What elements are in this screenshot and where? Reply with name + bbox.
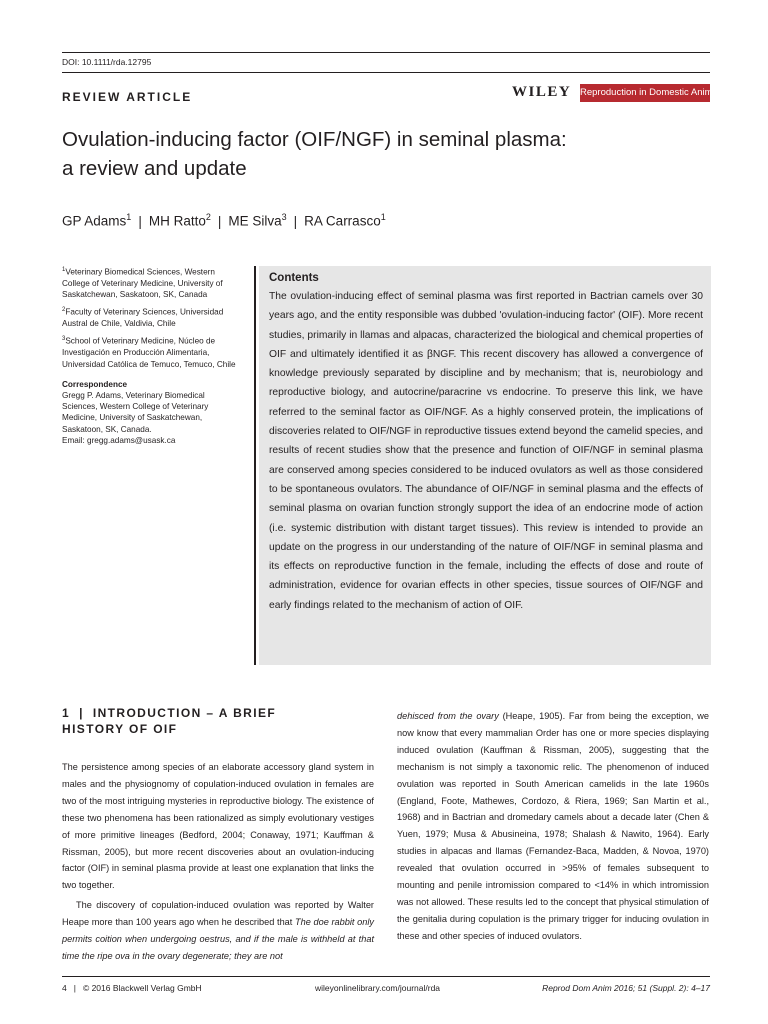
paragraph-text: (Heape, 1905). Far from being the exception, we now know that every mammalian Order has one or more species displaying induced ovulation (Kauffman & Rissman, 2005), suggesting that the mechanism is not simply a taxonomic relic. The phenomenon of induced ovulation was reported in South American camelids in the late 1960s (England, Foote, Mathewes, Cordozo, & Riera, 1969; San Martin et al., 1968) and in Bactrian and dromedary camels about a decade later (Chen & Yuen, 1979; Musa & Abusineina, 1978; Shalash & Nawito, 1964). Early studies in alpacas and llamas (Fernandez-Baca, Madden, & Novoa, 1970) revealed that ovulation occurred in >95% of females subsequent to mounting and penile intromission compared to <14% in which intromission was not allowed. These results led to the concept that physical stimulation of the genitalia during copulation is the primary trigger for inducing ovulation in these and other species of induced ovulators. — [397, 711, 709, 941]
affiliations-sidebar — [62, 265, 242, 446]
abstract-text: The ovulation-inducing effect of seminal plasma was first reported in Bactrian camels over 30 years ago, and the entity responsible was dubbed 'ovulation-inducing factor' (OIF). More recent studies, primarily in llamas and alpacas, characterized the biological and chemical properties of OIF and ultimately identified it as βNGF. This recent discovery has allowed a convergence of knowledge previously separated by discipline and by mechanism; that is, neurobiology and reproductive biology, and autocrine/paracrine vs endocrine. To preserve this link, we have referred to the seminal factor as OIF/NGF. As a highly conserved protein, the implications of discoveries related to OIF/NGF in reproductive tissues extend beyond the camelid species, and results of recent studies show that the presence and function of OIF/NGF in seminal plasma are conserved among species considered to be induced ovulators as well as those considered to be spontaneous ovulators. The abundance of OIF/NGF in seminal plasma and the effects of seminal plasma on ovarian function strongly support the idea of an endocrine mode of action (i.e. systemic distribution with distant target tissues). This review is intended to provide an update on the progress in our understanding of the nature of OIF/NGF in seminal plasma and its effects on reproductive function in the female, including the effects of dose and route of administration, evidence for ovarian effects in other species, tissue sources of OIF/NGF and early findings related to the mechanism of action of OIF. — [269, 291, 703, 611]
copyright: © 2016 Blackwell Verlag GmbH — [82, 983, 202, 993]
paragraph — [397, 708, 709, 945]
publisher-logo: WILEY — [512, 84, 572, 100]
author-name: GP Adams — [62, 213, 127, 229]
paragraph — [62, 897, 374, 965]
affiliation-text: Faculty of Veterinary Sciences, Universidad Austral de Chile, Valdivia, Chile — [62, 308, 224, 329]
author-separator: | — [293, 213, 298, 229]
doi: DOI: 10.1111/rda.12795 — [62, 57, 152, 67]
journal-url[interactable]: wileyonlinelibrary.com/journal/rda — [315, 983, 441, 993]
heape-quote-end: dehisced from the ovary — [397, 711, 499, 721]
author-affiliation-mark: 3 — [281, 212, 287, 222]
author-affiliation-mark: 1 — [126, 212, 132, 222]
heape-quote: The doe rabbit only permits coition when undergoing oestrus, and if the male is withheld at that time the ripe ova in the ovary degenerate; they are not — [62, 917, 374, 961]
section-title-line-2: HISTORY OF OIF — [62, 722, 178, 736]
correspondence-email[interactable]: Email: gregg.adams@usask.ca — [62, 435, 176, 445]
affiliation-mark: 1 — [62, 267, 66, 273]
section-heading — [62, 705, 374, 737]
body-column-left — [62, 705, 374, 965]
abstract-box — [259, 266, 711, 665]
author-name: ME Silva — [228, 213, 282, 229]
article-type: REVIEW ARTICLE — [62, 90, 193, 104]
affiliation — [62, 305, 242, 329]
author-name: MH Ratto — [148, 213, 206, 229]
citation: Reprod Dom Anim 2016; 51 (Suppl. 2): 4–17 — [542, 983, 710, 993]
page-number: 4 — [62, 983, 67, 993]
affiliation — [62, 265, 242, 300]
affiliation-mark: 2 — [62, 307, 66, 314]
author-separator: | — [217, 213, 222, 229]
author-affiliation-mark: 1 — [380, 212, 386, 222]
affiliation — [62, 334, 242, 369]
author-affiliation-mark: 2 — [205, 212, 211, 222]
section-number: 1 — [62, 706, 71, 720]
top-rule — [62, 52, 710, 53]
affiliation-text: School of Veterinary Medicine, Núcleo de Investigación en Producción Alimentaria, Universidad Católica de Temuco, Temuco, Chile — [62, 337, 236, 369]
author-separator: | — [138, 213, 142, 229]
footer-separator: | — [73, 983, 76, 993]
affiliation-text: Veterinary Biomedical Sciences, Western College of Veterinary Medicine, University of Saskatchewan, Saskatoon, SK, Canada — [62, 267, 223, 300]
doi-rule — [62, 72, 710, 73]
title-line-1: Ovulation-inducing factor (OIF/NGF) in seminal plasma: — [62, 128, 567, 151]
journal-badge: Reproduction in Domestic Animals — [580, 84, 710, 102]
paragraph: The persistence among species of an elaborate accessory gland system in males and the physiognomy of copulation-induced ovulation in females are two of the most intriguing mysteries in reproductive biology. The existence of these two phenomena has been rationalized as simply evolutionary vestiges of more primitive lineages (Bedford, 2004; Conaway, 1971; Kauffman & Rissman, 2005), but more recent discoveries about an ovulation-inducing factor (OIF) in seminal plasma provide at least one explanation that links the two together. — [62, 762, 374, 891]
body-column-right — [397, 708, 709, 945]
section-separator: | — [79, 706, 84, 720]
correspondence-text: Gregg P. Adams, Veterinary Biomedical Sciences, Western College of Veterinary Medicine, University of Saskatchewan, Saskatoon, SK, Canada. — [62, 391, 209, 434]
section-title-line-1: INTRODUCTION – A BRIEF — [92, 706, 277, 720]
author-list — [62, 212, 386, 229]
footer-rule — [62, 976, 710, 977]
correspondence-heading: Correspondence — [62, 379, 128, 389]
abstract-heading: Contents — [269, 272, 319, 284]
footer-page — [62, 983, 202, 993]
article-title — [62, 125, 712, 183]
abstract-accent-bar — [254, 266, 256, 665]
affiliation-mark: 3 — [62, 336, 66, 343]
title-line-2: a review and update — [62, 157, 247, 180]
author-name: RA Carrasco — [304, 213, 381, 229]
paragraph-text: The discovery of copulation-induced ovulation was reported by Walter Heape more than 100 years ago when he described that — [62, 900, 374, 928]
